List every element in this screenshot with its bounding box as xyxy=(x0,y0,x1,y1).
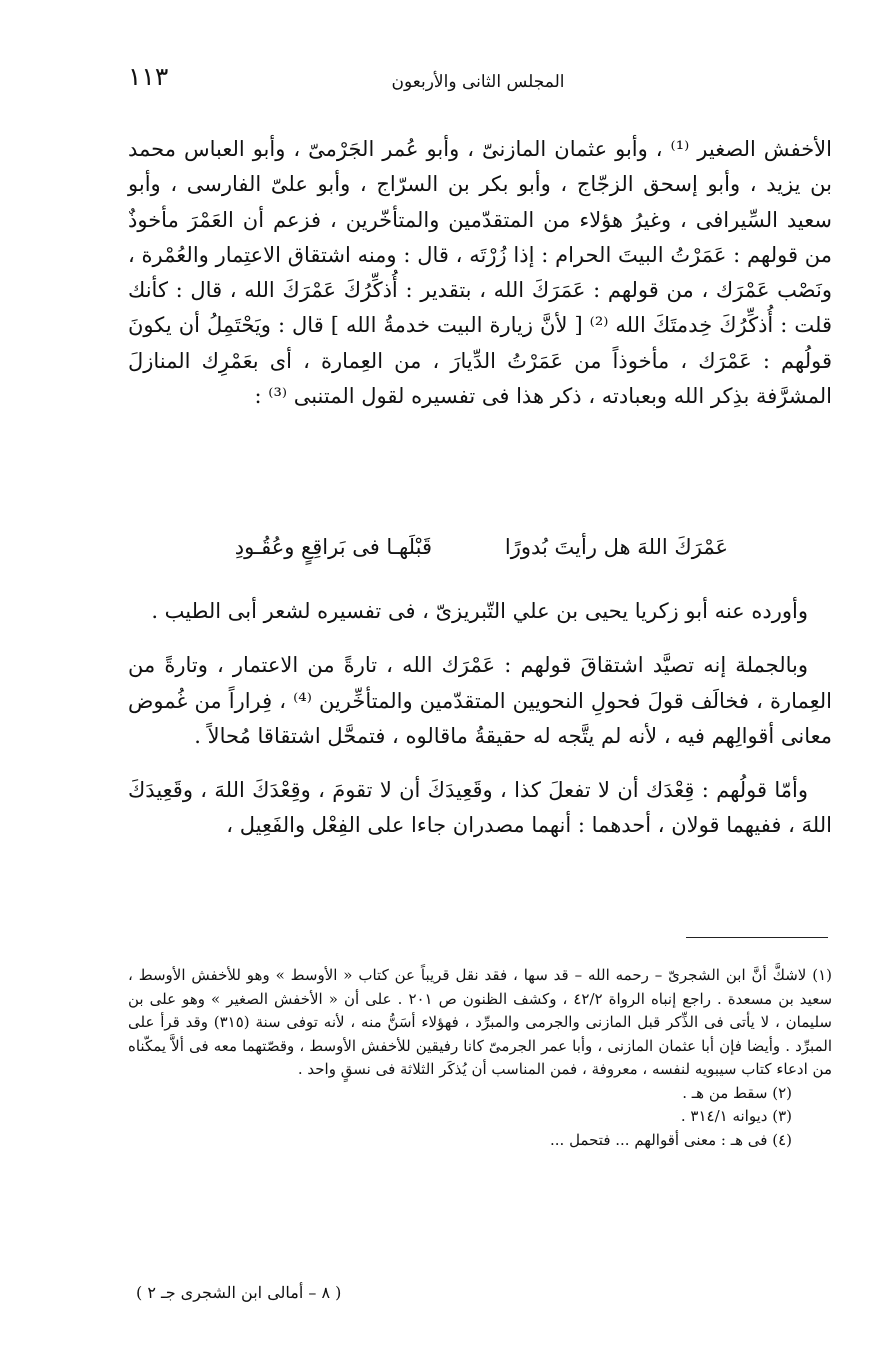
paragraph-3: وبالجملة إنه تصيَّد اشتقاقَ قولهم : عَمْرَك الله ، تارةً من الاعتمار ، وتارةً من العِمارة ، فخالَف قولَ فحولِ النحويين المتقدّمين والمتأخِّرين ⁽⁴⁾ ، فِراراً من غُموض معانى أقوالِهم فيه ، لأنه لم يتَّجه له حقيقةُ ماقالوه ، فتمحَّل اشتقاقا مُحالاً . xyxy=(128,653,832,748)
paragraph-2: وأورده عنه أبو زكريا يحيى بن علي التّبريزىّ ، فى تفسيره لشعر أبى الطيب . xyxy=(151,599,808,623)
verse-hemistich-first: عَمْرَكَ اللهَ هل رأيتَ بُدورًا xyxy=(504,535,728,559)
footnote-2: (٢) سقط من هـ . xyxy=(682,1083,792,1102)
verse-hemistich-second: قَبْلَهـا فى بَراقِعٍ وعُقُـودِ xyxy=(234,535,432,559)
paragraph-1: الأخفش الصغير ⁽¹⁾ ، وأبو عثمان المازنىّ ، وأبو عُمر الجَرْمىّ ، وأبو العباس محمد بن يزيد ، وأبو إسحق الزجّاج ، وأبو بكر بن السرّاج ، وأبو علىّ الفارسى ، وأبو سعيد السِّيرافى ، وغيرُ هؤلاء من المتقدّمين والمتأخّرين ، فزعم أن العَمْرَ مأخوذٌ من قولهم : عَمَرْتُ البيتَ الحرام : إذا زُرْتَه ، قال : ومنه اشتقاق الاعتِمار والعُمْرة ، ونَصْب عَمْرَك ، من قولهم : عَمَرَكَ الله ، بتقدير : أُذكِّرُكَ عَمْرَكَ الله ، قال : كأنك قلت : أُذكِّرُكَ خِدمتَكَ الله ⁽²⁾ [ لأنَّ زيارة البيت خدمةُ الله ] قال : ويَحْتَمِلُ أن يكونَ قولُهم : عَمْرَك ، مأخوذاً من عَمَرْتُ الدِّيارَ ، من العِمارة ، أى بعَمْرِك المنازلَ المشرَّفة بذِكر الله وبعبادته ، ذكر هذا فى تفسيره لقول المتنبى ⁽³⁾ : xyxy=(128,137,832,409)
footnote-4: (٤) فى هـ : معنى أقوالهم ... فتحمل ... xyxy=(550,1130,792,1149)
footnotes xyxy=(128,964,832,1152)
footnote-separator xyxy=(686,937,828,938)
footnote-3: (٣) ديوانه ٣١٤/١ . xyxy=(680,1107,792,1125)
signature-line: ( ٨ – أمالى ابن الشجرى جـ ٢ ) xyxy=(136,1283,342,1302)
main-text xyxy=(128,132,832,414)
page-number: ١١٣ xyxy=(128,62,169,91)
main-text-continued xyxy=(128,594,832,844)
running-title: المجلس الثانى والأربعون xyxy=(391,72,565,92)
footnote-1: (١) لاشكَّ أنَّ ابن الشجرىّ – رحمه الله – قد سها ، فقد نقل قريباً عن كتاب « الأوسط » وهو للأخفش الأوسط ، سعيد بن مسعدة . راجع إنباه الرواة ٤٢/٢ ، وكشف الظنون ص ٢٠١ . على أن « الأخفش الصغير » وهو على بن سليمان ، لا يأتى فى الذِّكر قبل المازنى والجرمى والمبرِّد ، فهؤلاء أسَنُّ منه ، لأنه توفى سنة (٣١٥) وقد قرأ على المبرِّد . وأيضا فإن أبا عثمان المازنى ، وأبا عمر الجرمىّ كانا رفيقين للأخفش الأوسط ، وقصّتهما معه فى ألاَّ يمكّناه من ادعاء كتاب سيبويه لنفسه ، معروفة ، فمن المناسب أن يُذكَر الثلاثة فى نسقٍ واحد . xyxy=(128,966,833,1078)
page-header xyxy=(128,62,828,96)
paragraph-4: وأمّا قولُهم : قِعْدَك أن لا تفعلَ كذا ، وقَعِيدَكَ أن لا تقومَ ، وقِعْدَكَ اللهَ ، وقَعِيدَكَ اللهَ ، ففيهما قولان ، أحدهما : أنهما مصدران جاءا على الفِعْل والفَعِيل ، xyxy=(128,778,832,838)
